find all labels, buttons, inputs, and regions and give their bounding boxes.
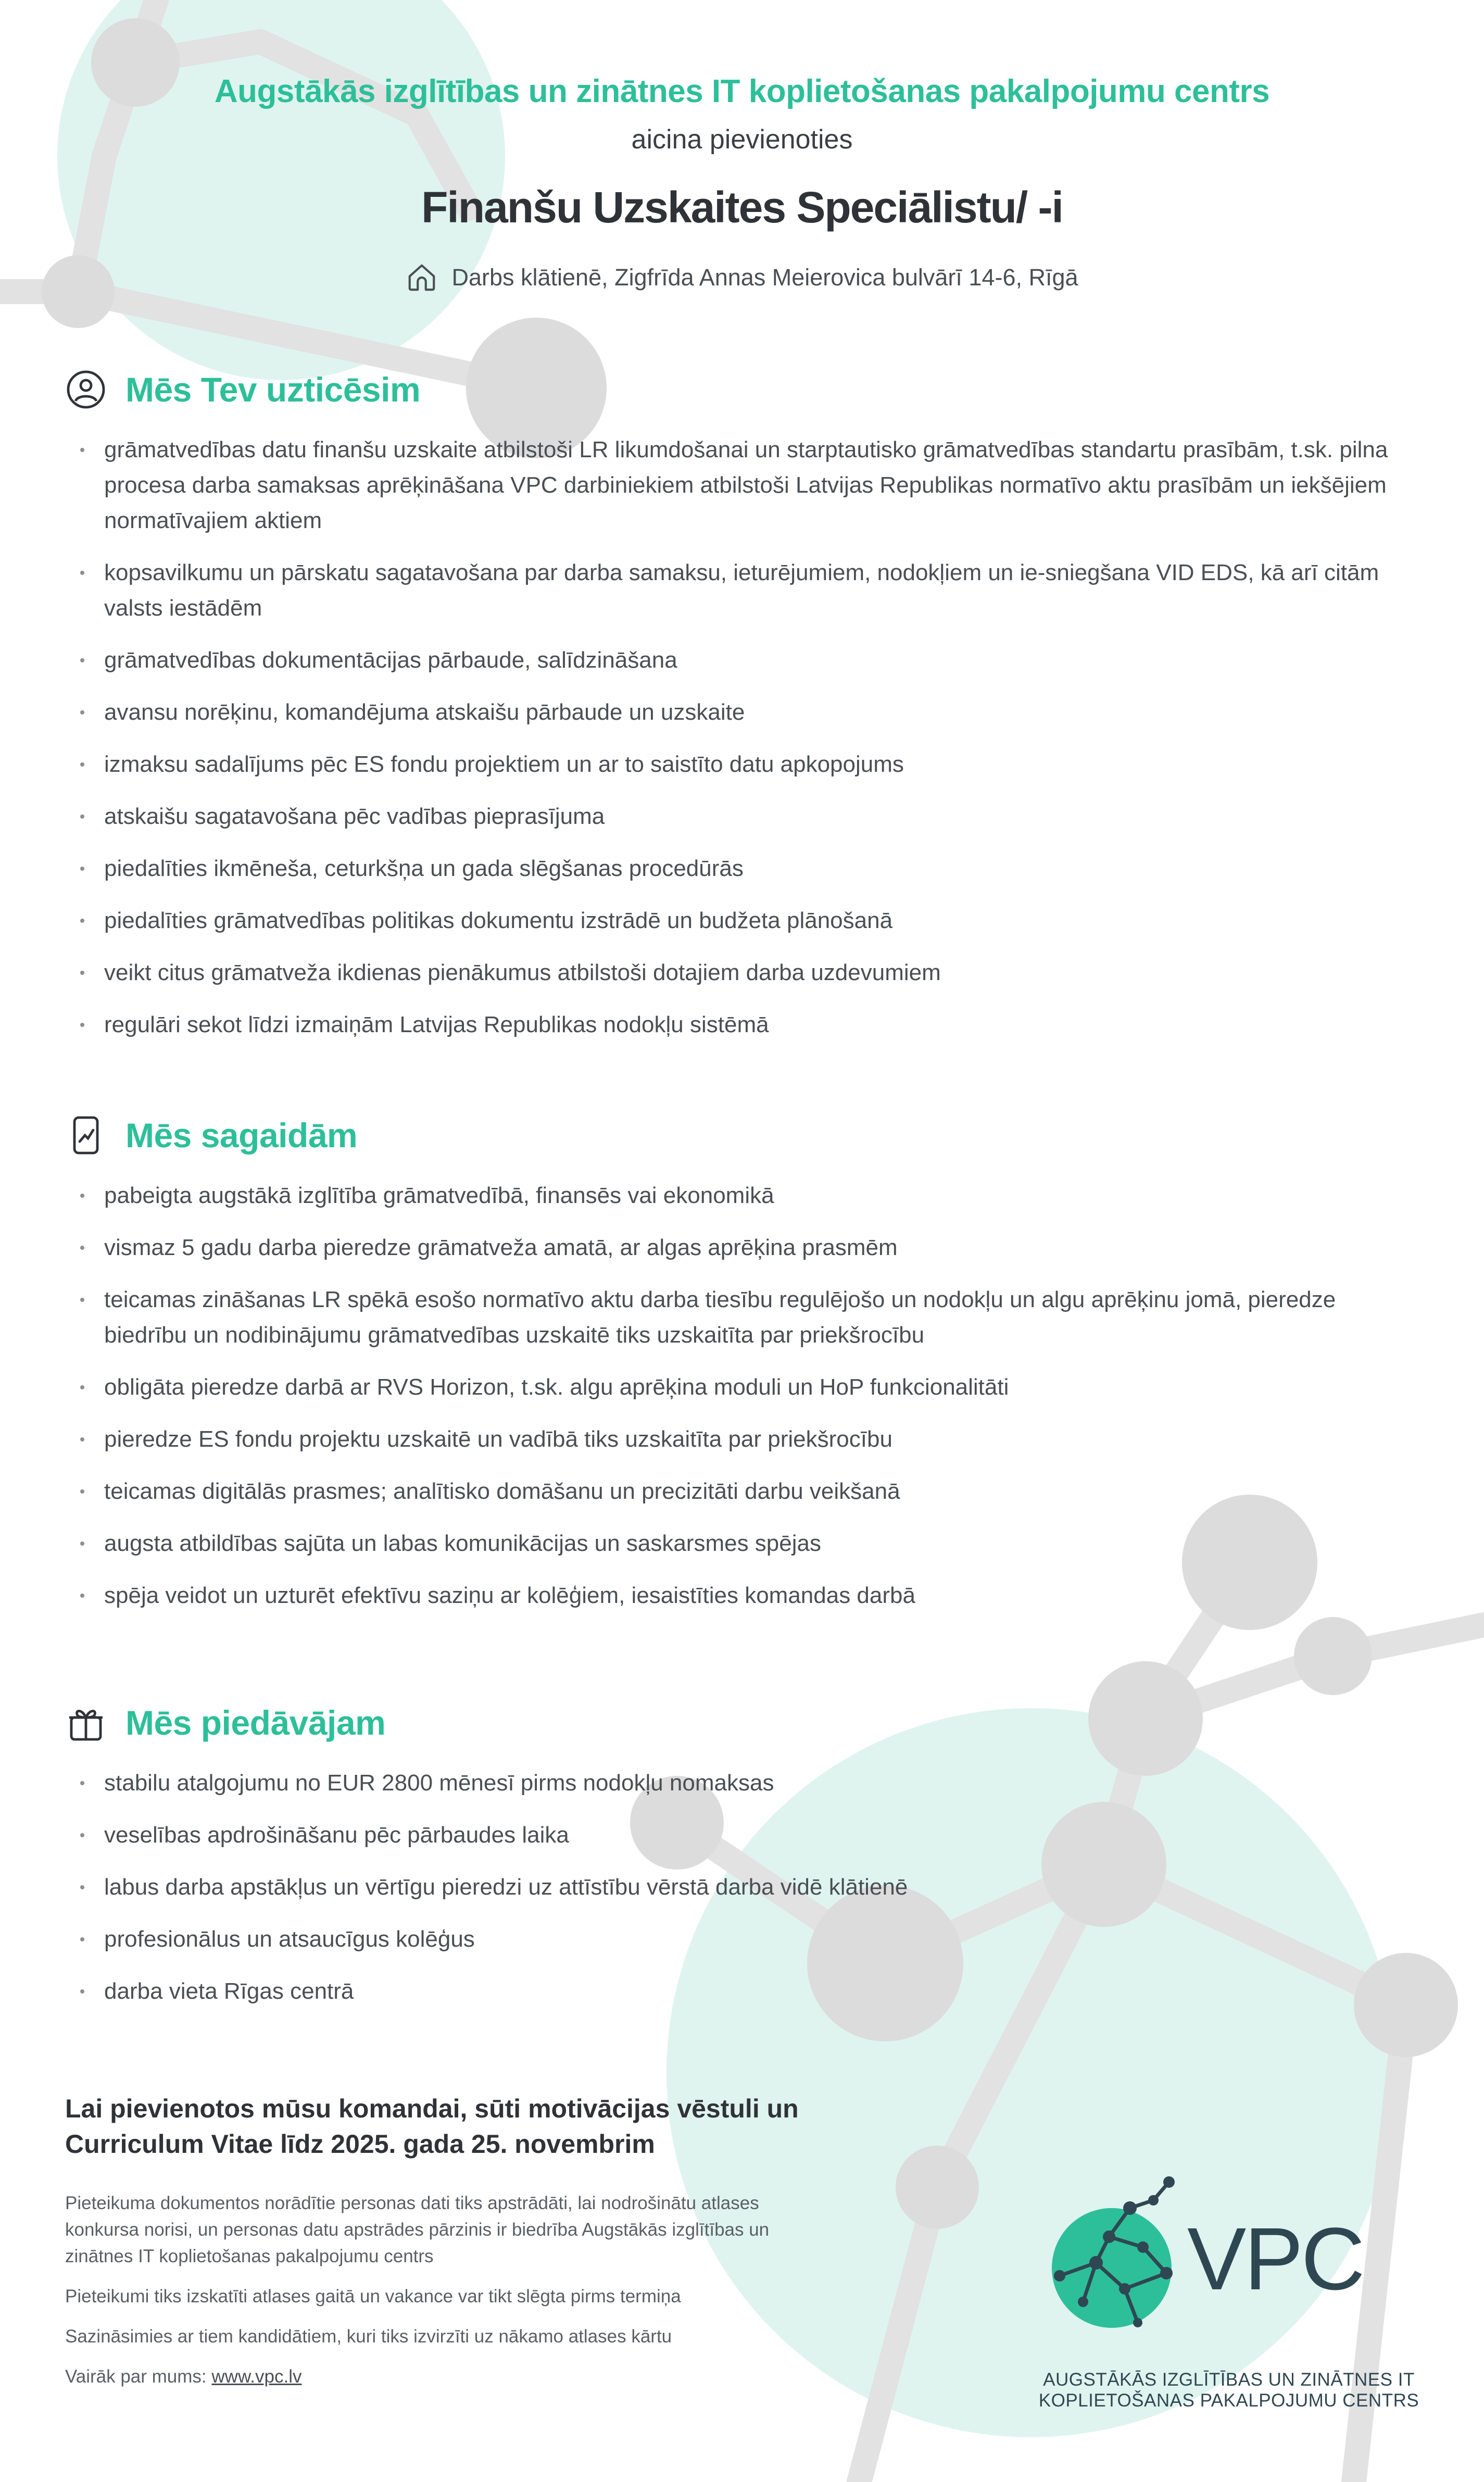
gift-icon [65,1702,107,1744]
section-requirements-title: Mēs sagaidām [125,1116,358,1155]
section-duties-heading [65,369,420,410]
duties-list [78,432,1411,1059]
phone-chart-icon [65,1114,107,1156]
offer-item: profesionālus un atsaucīgus kolēģus [78,1922,1411,1957]
section-duties-title: Mēs Tev uzticēsim [125,370,421,409]
duties-item: regulāri sekot līdzi izmaiņām Latvijas Republikas nodokļu sistēmā [78,1007,1411,1043]
section-requirements-heading [65,1114,357,1156]
requirements-item: augsta atbildības sajūta un labas komunikācijas un saskarsmes spējas [78,1526,1411,1561]
location-text: Darbs klātienē, Zigfrīda Annas Meierovica bulvārī 14-6, Rīgā [451,264,1078,291]
requirements-item: spēja veidot un uzturēt efektīvu saziņu ar kolēģiem, iesaistīties komandas darbā [78,1578,1411,1613]
duties-item: izmaksu sadalījums pēc ES fondu projektiem un ar to saistīto datu apkopojums [78,747,1411,782]
duties-item: grāmatvedības datu finanšu uzskaite atbilstoši LR likumdošanai un starptautisko grāmatvedības standartu prasībām, t.sk. pilna procesa darba samaksas aprēķināšana VPC darbiniekiem atbilstoši Latvijas Republikas normatīvo aktu prasībām un iekšējiem normatīvajiem aktiem [78,432,1411,538]
requirements-item: teicamas digitālās prasmes; analītisko domāšanu un precizitāti darbu veikšanā [78,1474,1411,1509]
person-icon [65,369,107,410]
duties-item: piedalīties ikmēneša, ceturkšņa un gada slēgšanas procedūrās [78,851,1411,886]
position-title: Finanšu Uzskaites Speciālistu/ -i [421,183,1063,232]
duties-item: piedalīties grāmatvedības politikas dokumentu izstrādē un budžeta plānošanā [78,903,1411,938]
logo-subtitle-line1: AUGSTĀKĀS IZGLĪTĪBAS UN ZINĀTNES IT [1043,2370,1415,2390]
logo-wordmark: VPC [1187,2210,1363,2309]
contact-note: Sazināsimies ar tiem kandidātiem, kuri tiks izvirzīti uz nākamo atlases kārtu [65,2326,672,2347]
duties-item: atskaišu sagatavošana pēc vadības pieprasījuma [78,799,1411,834]
more-info-label: Vairāk par mums: [65,2366,207,2387]
requirements-item: pieredze ES fondu projektu uzskaitē un vadībā tiks uzskaitīta par priekšrocību [78,1422,1411,1457]
offer-item: stabilu atalgojumu no EUR 2800 mēnesī pirms nodokļu nomaksas [78,1765,1411,1801]
duties-item: grāmatvedības dokumentācijas pārbaude, salīdzināšana [78,643,1411,678]
offer-item: veselības apdrošināšanu pēc pārbaudes laika [78,1817,1411,1853]
organization-name: Augstākās izglītības un zinātnes IT koplietošanas pakalpojumu centrs [214,73,1270,109]
requirements-item: obligāta pieredze darbā ar RVS Horizon, t.sk. algu aprēķina moduli un HoP funkcionalitāti [78,1370,1411,1405]
logo-subtitle-line2: KOPLIETOŠANAS PAKALPOJUMU CENTRS [1038,2390,1419,2411]
review-note: Pieteikumi tiks izskatīti atlases gaitā un vakance var tikt slēgta pirms termiņa [65,2286,681,2306]
offer-item: labus darba apstākļus un vērtīgu pieredzi uz attīstību vērstā darba vidē klātienē [78,1870,1411,1905]
requirements-item: vismaz 5 gadu darba pieredze grāmatveža amatā, ar algas aprēķina prasmēm [78,1230,1411,1265]
offer-list [78,1765,1411,2026]
vpc-logo-icon [1047,2169,1192,2330]
privacy-note: Pieteikuma dokumentos norādītie personas dati tiks apstrādāti, lai nodrošinātu atlases konkursa norisi, un personas datu apstrādes pārzinis ir biedrība Augstākās izglītības un zinātnes IT koplietošanas pakalpojumu centrs [65,2193,770,2266]
offer-item: darba vieta Rīgas centrā [78,1974,1411,2009]
logo-subtitle [1021,2370,1437,2411]
requirements-list [78,1178,1411,1630]
home-icon [406,261,438,294]
section-offer-title: Mēs piedāvājam [125,1703,386,1742]
duties-item: veikt citus grāmatveža ikdienas pienākumus atbilstoši dotajiem darba uzdevumiem [78,955,1411,991]
requirements-item: teicamas zināšanas LR spēkā esošo normatīvo aktu darba tiesību regulējošo un nodokļu un algu aprēķinu jomā, pieredze biedrību un nodibinājumu grāmatvedības uzskaitē tiks uzskaitīta par priekšrocību [78,1282,1411,1353]
requirements-item: pabeigta augstākā izglītība grāmatvedībā, finansēs vai ekonomikā [78,1178,1411,1213]
footer-notes [65,2190,794,2403]
more-info-line [65,2363,794,2390]
duties-item: avansu norēķinu, komandējuma atskaišu pārbaude un uzskaite [78,695,1411,730]
duties-item: kopsavilkumu un pārskatu sagatavošana par darba samaksu, ieturējumiem, nodokļiem un ie-sniegšana VID EDS, kā arī citām valsts iestādēm [78,555,1411,626]
location-row [0,261,1484,294]
website-link[interactable]: www.vpc.lv [211,2366,302,2387]
invite-text: aicina pievienoties [631,124,853,155]
call-to-action: Lai pievienotos mūsu komandai, sūti motivācijas vēstuli un Curriculum Vitae līdz 2025. gada 25. novembrim [65,2094,799,2159]
section-offer-heading [65,1702,385,1744]
